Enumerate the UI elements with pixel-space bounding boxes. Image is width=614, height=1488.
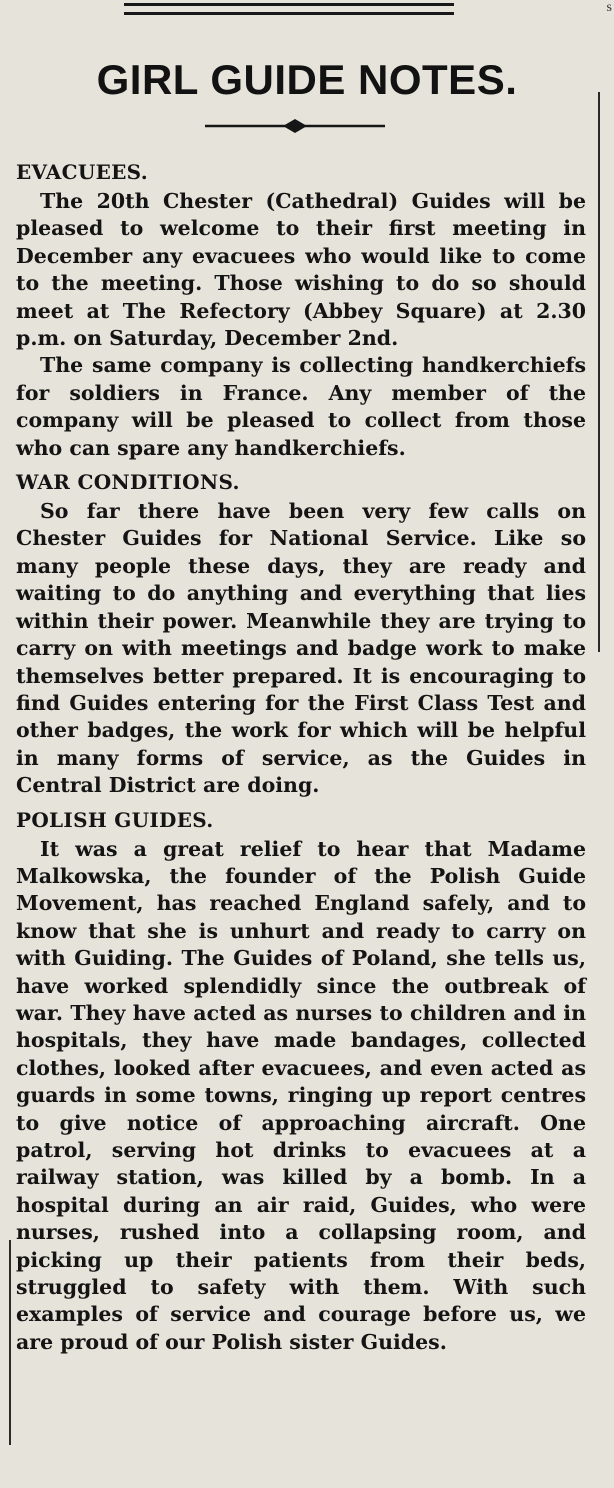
section-heading: WAR CONDITIONS.	[16, 470, 240, 495]
section-heading: EVACUEES.	[16, 160, 148, 184]
paragraph: The same company is collecting handkerchiefs for soldiers in France. Any member of the company will be pleased to collect from those who can spare any handkerchiefs.	[16, 353, 586, 460]
adjacent-column-fragment: s	[606, 0, 612, 15]
headline: GIRL GUIDE NOTES.	[96, 56, 518, 103]
section-war-conditions	[16, 468, 586, 799]
section-polish-guides	[16, 806, 586, 1357]
paragraph: So far there have been very few calls on Chester Guides for National Service. Like so many people these days, they are ready and waiting to do anything and everything that lies within their power. Meanwhile they are trying to carry on with meetings and badge work to make themselves better prepared. It is encouraging to find Guides entering for the First Class Test and other badges, the work for which will be helpful in many forms of service, as the Guides in Central District are doing.	[16, 499, 586, 798]
paragraph: The 20th Chester (Cathedral) Guides will be pleased to welcome to their first meeting in December any evacuees who would like to come to the meeting. Those wishing to do so should meet at The Refectory (Abbey Square) at 2.30 p.m. on Saturday, December 2nd.	[16, 189, 586, 351]
ornament-divider-icon	[205, 117, 385, 135]
section-heading: POLISH GUIDES.	[16, 807, 214, 832]
section-evacuees	[16, 158, 586, 462]
top-double-rule-upper	[124, 3, 454, 6]
article-body	[16, 152, 586, 1356]
column-rule-right	[598, 92, 600, 652]
column-rule-left	[9, 1240, 11, 1445]
paragraph: It was a great relief to hear that Madame Malkowska, the founder of the Polish Guide Movement, has reached England safely, and to know that she is unhurt and ready to carry on with Guiding. The Guides of Poland, she tells us, have worked splendidly since the outbreak of war. They have acted as nurses to children and in hospitals, they have made bandages, collected clothes, looked after evacuees, and even acted as guards in some towns, ringing up report centres to give notice of approaching aircraft. One patrol, serving hot drinks to evacuees at a railway station, was killed by a bomb. In a hospital during an air raid, Guides, who were nurses, rushed into a collapsing room, and picking up their patients from their beds, struggled to safety with them. With such examples of service and courage before us, we are proud of our Polish sister Guides.	[16, 836, 586, 1354]
top-double-rule-lower	[124, 12, 454, 15]
